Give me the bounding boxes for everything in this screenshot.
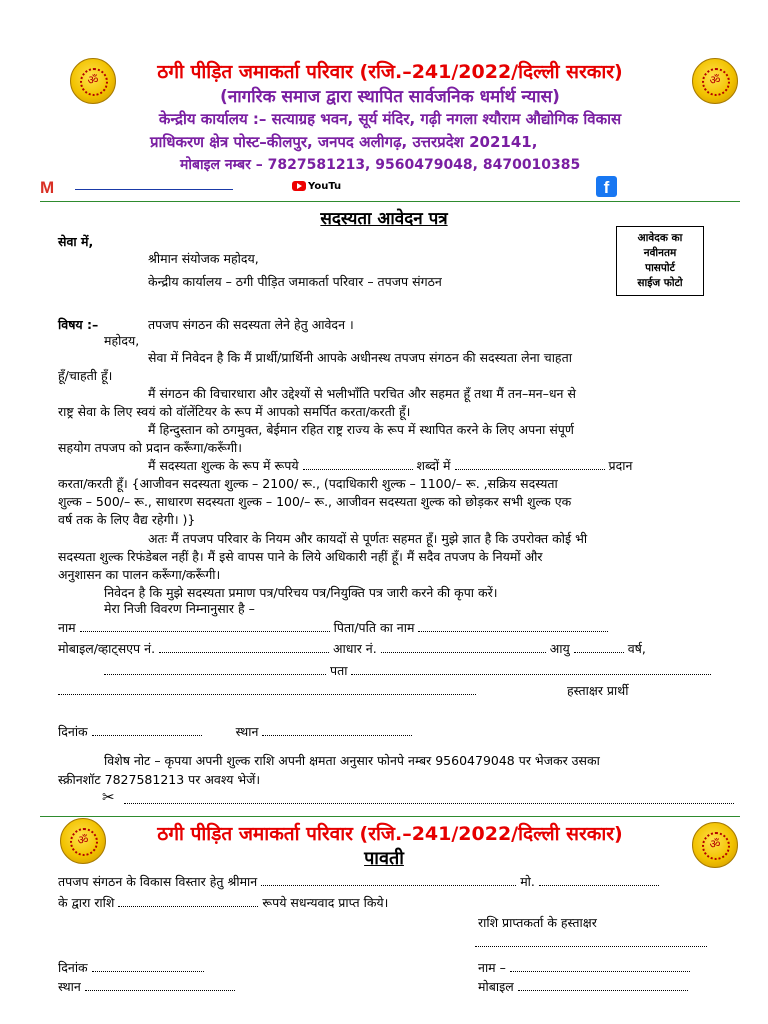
email-underline: [75, 189, 233, 190]
applicant-signature: हस्ताक्षर प्रार्थी: [567, 683, 629, 698]
om-logo-receipt-right: ॐ: [692, 822, 738, 868]
receipt-org-title: ठगी पीड़ित जमाकर्ता परिवार (रजि.–241/2022/दिल्ली सरकार): [157, 823, 623, 845]
address-row: पता: [104, 661, 711, 681]
form-heading: सदस्यता आवेदन पत्र: [320, 209, 448, 229]
para-3b: सहयोग तपजप को प्रदान करूँगा/करूँगी।: [58, 440, 242, 455]
org-subtitle: (नागरिक समाज द्वारा स्थापित सार्वजनिक धर्मार्थ न्यास): [220, 87, 560, 107]
para-2a: मैं संगठन की विचारधारा और उद्देश्यों से भलीभाँति परचित और सहमत हूँ तथा मैं तन–मन–धन से: [148, 386, 576, 401]
address-field-3[interactable]: [58, 682, 476, 695]
date-place-row: दिनांक स्थान: [58, 722, 412, 742]
fee-line: मैं सदस्यता शुल्क के रूप में रूपये शब्दों में प्रदान: [148, 458, 633, 473]
date-field[interactable]: [92, 723, 202, 736]
subject-label: विषय :–: [58, 317, 99, 332]
special-note-b: स्क्रीनशॉट 7827581213 पर अवश्य भेजें।: [58, 772, 261, 787]
receiver-name-field[interactable]: [510, 959, 690, 972]
om-logo-left: ॐ: [70, 58, 116, 104]
mobile-row: मोबाइल/व्हाट्सएप नं. आधार नं. आयु वर्ष,: [58, 641, 646, 656]
receipt-place-row: स्थान: [58, 977, 235, 997]
name-row: नाम पिता/पति का नाम: [58, 618, 608, 638]
para-4c: शुल्क – 500/– रू., साधारण सदस्यता शुल्क – 100/– रू., आजीवन सदस्यता शुल्क को छोड़कर सभी शुल्क एक: [58, 494, 572, 509]
receipt-place-field[interactable]: [85, 978, 235, 991]
org-title: ठगी पीड़ित जमाकर्ता परिवार (रजि.–241/2022/दिल्ली सरकार): [157, 61, 623, 83]
addressee-1: श्रीमान संयोजक महोदय,: [148, 251, 259, 266]
receipt-divider: [40, 816, 740, 817]
scissors-icon: ✂: [102, 788, 115, 806]
header-divider: [40, 201, 740, 202]
receiver-signature-label: राशि प्राप्तकर्ता के हस्ताक्षर: [478, 915, 597, 930]
para-2b: राष्ट्र सेवा के लिए स्वयं को वॉलेंटियर के रूप में आपको समर्पित करता/करती हूँ।: [58, 404, 411, 419]
mobile-field[interactable]: [159, 640, 329, 653]
gmail-icon[interactable]: M: [40, 178, 55, 197]
aadhar-field[interactable]: [381, 640, 546, 653]
receipt-receiver-name-row: नाम –: [478, 958, 690, 978]
name-field[interactable]: [80, 619, 330, 632]
receiver-mobile-field[interactable]: [518, 978, 688, 991]
subject-text: तपजप संगठन की सदस्यता लेने हेतु आवेदन ।: [148, 317, 354, 332]
receipt-heading: पावती: [364, 848, 404, 869]
address-row-2: [58, 681, 476, 701]
receipt-line-2: के द्वारा राशि रूपये सधन्यवाद प्राप्त किये।: [58, 895, 389, 910]
para-7: मेरा निजी विवरण निम्नानुसार है –: [104, 601, 255, 616]
receipt-name-field[interactable]: [261, 873, 516, 886]
youtube-icon: [292, 181, 306, 191]
para-5c: अनुशासन का पालन करूँगा/करूँगी।: [58, 567, 221, 582]
receipt-receiver-mobile-row: मोबाइल: [478, 977, 688, 997]
addressee-2: केन्द्रीय कार्यालय – ठगी पीड़ित जमाकर्ता परिवार – तपजप संगठन: [148, 274, 442, 289]
para-5b: सदस्यता शुल्क रिफंडेबल नहीं है। मैं इसे वापस पाने के लिये अधिकारी नहीं हूँ। मैं सदैव तपजप के नियमों और: [58, 549, 543, 564]
age-field[interactable]: [574, 640, 624, 653]
receipt-amount-field[interactable]: [118, 894, 258, 907]
para-1b: हूँ/चाहती हूँ।: [58, 368, 113, 383]
facebook-icon[interactable]: f: [596, 176, 617, 197]
father-name-field[interactable]: [418, 619, 608, 632]
youtube-link[interactable]: YouTu: [292, 181, 341, 192]
receipt-line-1: तपजप संगठन के विकास विस्तार हेतु श्रीमान मो.: [58, 872, 659, 892]
fee-words-field[interactable]: [455, 457, 605, 470]
address-line-2: प्राधिकरण क्षेत्र पोस्ट–कीलपुर, जनपद अलीगढ़, उत्तरप्रदेश 202141,: [150, 133, 538, 151]
receiver-signature-field[interactable]: [475, 946, 707, 947]
fee-amount-field[interactable]: [303, 457, 413, 470]
salutation: महोदय,: [104, 333, 140, 348]
mobile-numbers: मोबाइल नम्बर – 7827581213, 9560479048, 8470010385: [180, 157, 581, 173]
om-logo-right: ॐ: [692, 58, 738, 104]
para-4d: वर्ष तक के लिए वैद्य रहेगी। )}: [58, 512, 196, 527]
address-line-1: केन्द्रीय कार्यालय :– सत्याग्रह भवन, सूर्य मंदिर, गढ़ी नगला श्यौराम औद्योगिक विकास: [158, 110, 622, 128]
om-logo-receipt-left: ॐ: [60, 818, 106, 864]
address-field-1[interactable]: [104, 662, 326, 675]
receipt-date-row: दिनांक: [58, 958, 204, 978]
para-4b: करता/करती हूँ। {आजीवन सदस्यता शुल्क – 2100/ रू., (पदाधिकारी शुल्क – 1100/– रू. ,सक्रिय सदस्यता: [58, 476, 558, 491]
to-label: सेवा में,: [58, 234, 94, 249]
special-note-a: विशेष नोट – कृपया अपनी शुल्क राशि अपनी क्षमता अनुसार फोनपे नम्बर 9560479048 पर भेजकर उसका: [104, 753, 600, 768]
para-3a: मैं हिन्दुस्तान को ठगमुक्त, बेईमान रहित राष्ट्र राज्य के रूप में स्थापित करने के लिए अपना संपूर्ण: [148, 422, 574, 437]
receipt-mobile-field[interactable]: [539, 873, 659, 886]
address-field-2[interactable]: [351, 662, 711, 675]
para-6: निवेदन है कि मुझे सदस्यता प्रमाण पत्र/परिचय पत्र/नियुक्ति पत्र जारी करने की कृपा करें।: [104, 585, 498, 600]
place-field[interactable]: [262, 723, 412, 736]
para-1a: सेवा में निवेदन है कि मैं प्रार्थी/प्रार्थिनी आपके अधीनस्थ तपजप संगठन की सदस्यता लेना चाहता: [148, 350, 572, 365]
para-5a: अतः मैं तपजप परिवार के नियम और कायदों से पूर्णतः सहमत हूँ। मुझे ज्ञात है कि उपरोक्त कोई भी: [148, 531, 588, 546]
cut-line: [124, 803, 734, 804]
receipt-date-field[interactable]: [92, 959, 204, 972]
photo-box: आवेदक का नवीनतम पासपोर्ट साईज फोटो: [616, 226, 704, 296]
